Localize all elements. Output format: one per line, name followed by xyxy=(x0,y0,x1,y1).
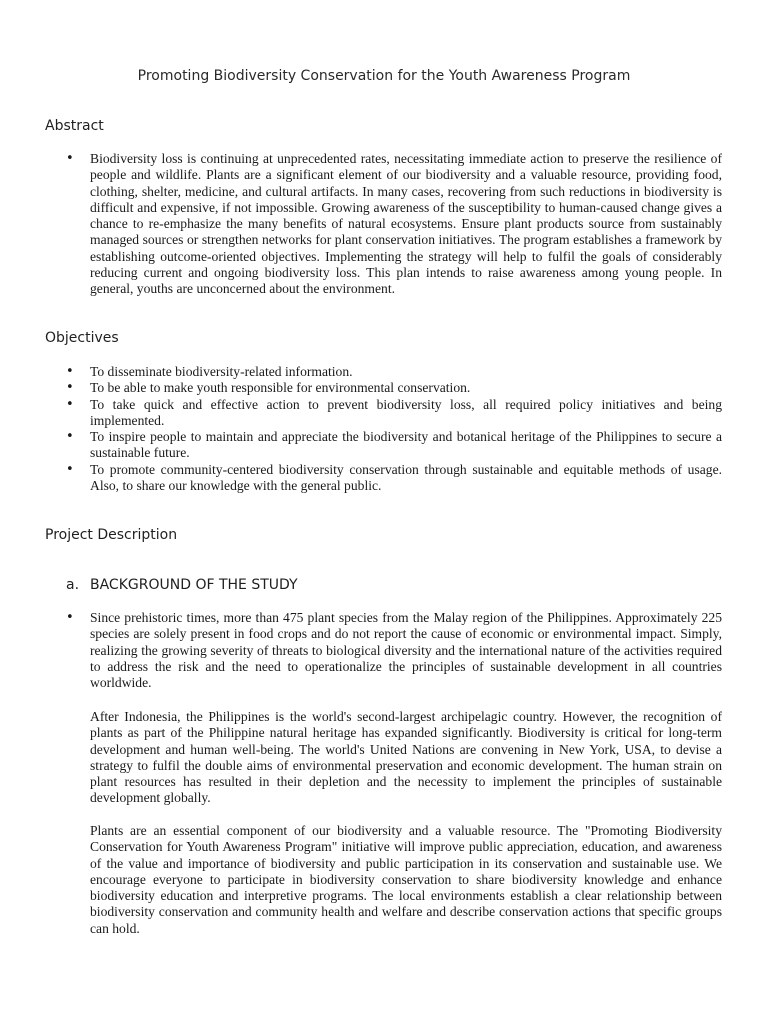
objective-item xyxy=(66,461,722,495)
objective-item xyxy=(66,429,722,462)
objectives-list xyxy=(66,364,722,494)
bullet-icon: • xyxy=(66,396,74,412)
objective-item xyxy=(66,396,722,430)
objective-text: To disseminate biodiversity-related information. xyxy=(90,364,353,379)
objective-text: To be able to make youth responsible for environmental conservation. xyxy=(90,380,471,396)
bullet-icon: • xyxy=(66,364,74,379)
background-paragraph-3: Plants are an essential component of our biodiversity and a valuable resource. The "Promoting Biodiversity Conservation for Youth Awareness Program" initiative will improve public appreciation, education, and awareness of the value and importance of biodiversity and public participation in its conservation and sustainable use. We encourage everyone to participate in biodiversity conservation to share biodiversity knowledge and enhance biodiversity education and interpretive programs. The local environments establish a clear relationship between biodiversity conservation and community health and welfare and describe conservation actions that specific groups can hold. xyxy=(90,823,722,936)
background-heading-text: BACKGROUND OF THE STUDY xyxy=(90,577,298,593)
bullet-icon: • xyxy=(66,610,74,625)
background-paragraph-2: After Indonesia, the Philippines is the world's second-largest archipelagic country. However, the recognition of plants as part of the Philippine natural heritage has expanded significantly. Biodiversity is critical for long-term development and human well-being. The world's United Nations are convening in New York, USA, to devise a strategy to fulfil the double aims of environmental preservation and economic development. The human strain on plant resources has resulted in their depletion and the necessity to implement the principles of sustainable development globally. xyxy=(90,709,722,806)
objective-item xyxy=(66,364,722,380)
abstract-text: Biodiversity loss is continuing at unprecedented rates, necessitating immediate action to preserve the resilience of people and wildlife. Plants are a significant element of our biodiversity and a valuable resource, providing food, clothing, shelter, medicine, and cultural artifacts. In many cases, recovering from such reductions in biodiversity is difficult and expensive, if not impossible. Growing awareness of the susceptibility to human-caused change gives a chance to re-emphasize the many benefits of natural ecosystems. Ensure plant products source from sustainably managed sources or strengthen networks for plant conservation initiatives. The program establishes a framework by establishing outcome-oriented objectives. Implementing the strategy will help to fulfil the goals of considerably reducing current and ongoing biodiversity loss. This plan intends to raise awareness among young people. In general, youths are unconcerned about the environment. xyxy=(90,151,722,297)
abstract-heading: Abstract xyxy=(45,118,104,134)
list-marker: a. xyxy=(66,577,80,593)
objective-text: To inspire people to maintain and appreciate the biodiversity and botanical heritage of the Philippines to secure a sustainable future. xyxy=(90,429,722,461)
document-title: Promoting Biodiversity Conservation for the Youth Awareness Program xyxy=(137,68,631,84)
project-description-heading: Project Description xyxy=(45,527,178,543)
objective-text: To take quick and effective action to prevent biodiversity loss, all required policy initiatives and being implemented. xyxy=(90,396,722,428)
background-paragraph-1: Since prehistoric times, more than 475 plant species from the Malay region of the Philippines. Approximately 225 species are solely present in food crops and do not report the cause of economic or environmental impact. Simply, realizing the growing severity of threats to biological diversity and the international nature of the activities required to address the risk and the need to operationalize the principles of sustainable development in all countries worldwide. xyxy=(90,610,722,691)
abstract-bullet-item xyxy=(66,151,722,298)
bullet-icon: • xyxy=(66,461,74,477)
objective-item xyxy=(66,380,722,396)
bullet-icon: • xyxy=(66,429,74,445)
objective-text: To promote community-centered biodiversity conservation through sustainable and equitable methods of usage. Also, to share our knowledge with the general public. xyxy=(90,461,722,494)
background-bullet-item xyxy=(66,610,722,691)
bullet-icon: • xyxy=(66,380,74,396)
background-heading xyxy=(66,577,298,593)
bullet-icon: • xyxy=(66,151,74,166)
background-list xyxy=(66,610,722,691)
abstract-list xyxy=(66,151,722,298)
objectives-heading: Objectives xyxy=(45,330,119,346)
